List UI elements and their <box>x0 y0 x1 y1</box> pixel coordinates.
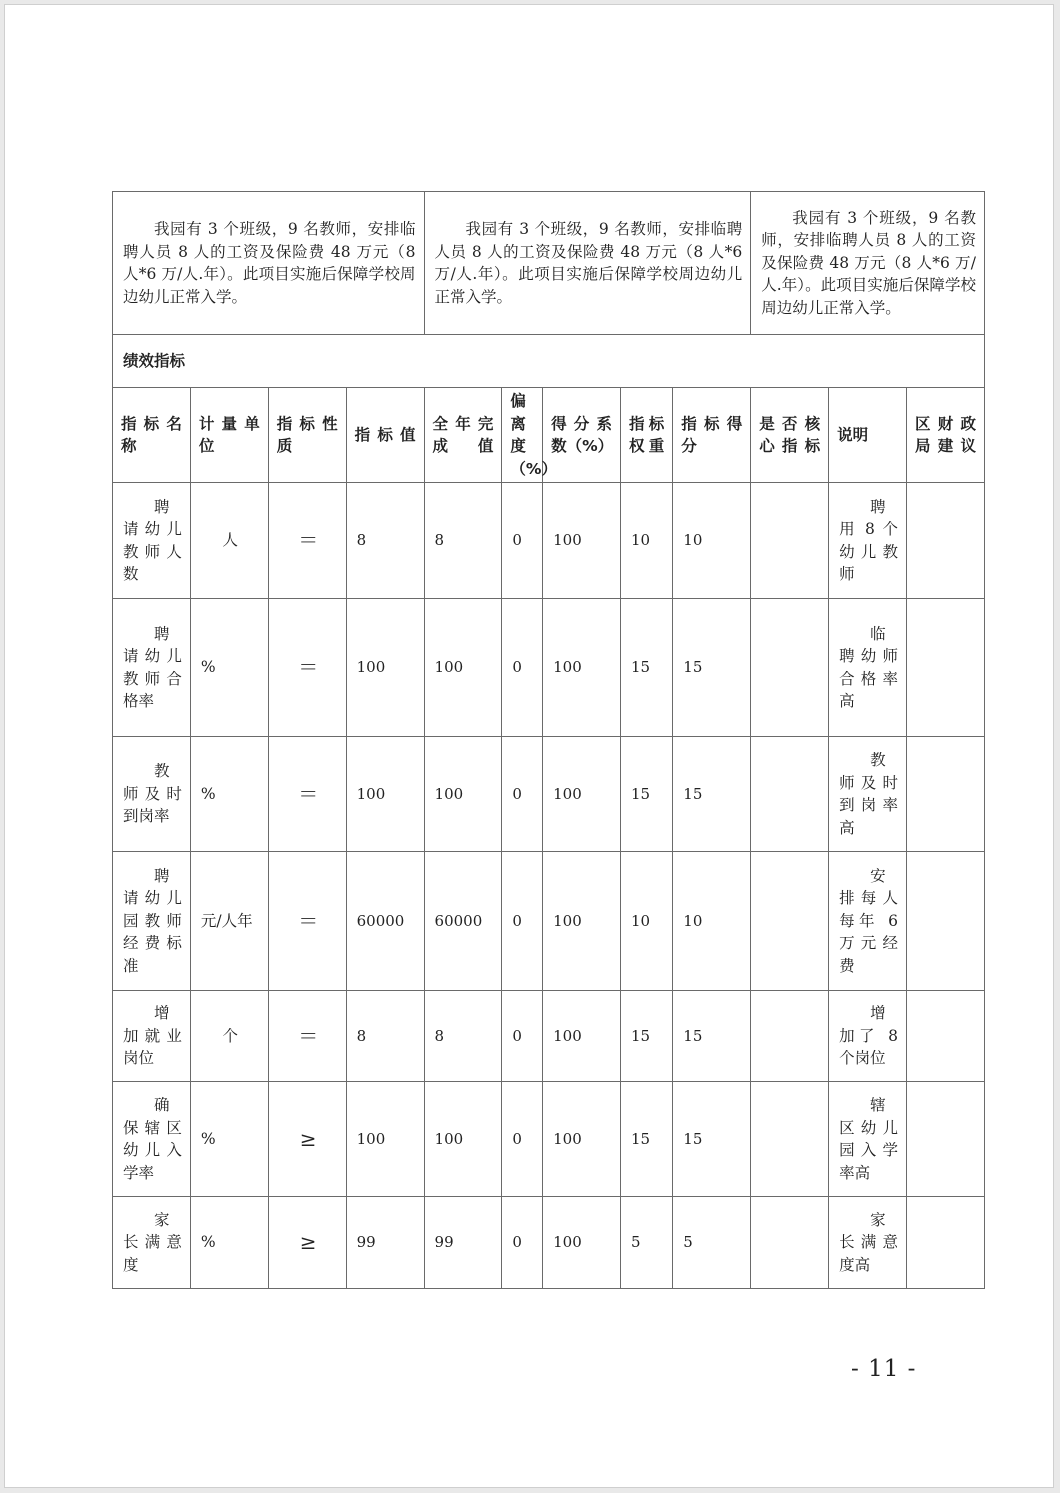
header-score-coefficient: 得分系数（%） <box>543 388 621 483</box>
cell-indicator-name: 聘请幼儿教师合格率 <box>113 599 191 737</box>
cell-unit: 个 <box>190 991 268 1082</box>
cell-score: 15 <box>673 1082 751 1197</box>
cell-note: 辖区幼儿园入学率高 <box>829 1082 907 1197</box>
cell-weight: 15 <box>620 991 672 1082</box>
cell-deviation: 0 <box>502 852 543 991</box>
cell-deviation: 0 <box>502 991 543 1082</box>
cell-target-value: 100 <box>346 737 424 852</box>
table-row <box>113 599 985 737</box>
cell-score: 15 <box>673 737 751 852</box>
header-nature: 指标性质 <box>268 388 346 483</box>
cell-indicator-name: 聘请幼儿园教师经费标准 <box>113 852 191 991</box>
page-number: - 11 - <box>851 1356 917 1382</box>
cell-unit: % <box>190 1082 268 1197</box>
cell-actual-value: 8 <box>424 483 502 599</box>
cell-indicator-name: 确保辖区幼儿入学率 <box>113 1082 191 1197</box>
table-header-row <box>113 388 985 483</box>
cell-core-indicator <box>751 483 829 599</box>
cell-actual-value: 99 <box>424 1197 502 1289</box>
cell-actual-value: 100 <box>424 737 502 852</box>
cell-score: 10 <box>673 852 751 991</box>
cell-bureau-advice <box>906 852 984 991</box>
cell-actual-value: 100 <box>424 1082 502 1197</box>
cell-note: 家长满意度高 <box>829 1197 907 1289</box>
cell-deviation: 0 <box>502 1197 543 1289</box>
cell-bureau-advice <box>906 599 984 737</box>
cell-nature: ＝ <box>268 991 346 1082</box>
cell-nature: ＝ <box>268 852 346 991</box>
header-target-value: 指标值 <box>346 388 424 483</box>
cell-bureau-advice <box>906 1082 984 1197</box>
cell-actual-value: 60000 <box>424 852 502 991</box>
cell-core-indicator <box>751 852 829 991</box>
cell-core-indicator <box>751 991 829 1082</box>
cell-bureau-advice <box>906 483 984 599</box>
cell-weight: 15 <box>620 1082 672 1197</box>
cell-indicator-name: 教师及时到岗率 <box>113 737 191 852</box>
cell-unit: % <box>190 599 268 737</box>
table-body <box>113 483 985 1289</box>
header-indicator-name: 指标名称 <box>113 388 191 483</box>
cell-core-indicator <box>751 737 829 852</box>
cell-score-coefficient: 100 <box>543 1082 621 1197</box>
cell-core-indicator <box>751 1082 829 1197</box>
cell-indicator-name: 聘请幼儿教师人数 <box>113 483 191 599</box>
cell-nature: ＝ <box>268 737 346 852</box>
cell-unit: % <box>190 1197 268 1289</box>
cell-actual-value: 100 <box>424 599 502 737</box>
cell-note: 聘用 8 个幼儿教师 <box>829 483 907 599</box>
cell-actual-value: 8 <box>424 991 502 1082</box>
cell-core-indicator <box>751 599 829 737</box>
cell-deviation: 0 <box>502 483 543 599</box>
cell-target-value: 100 <box>346 599 424 737</box>
table-row <box>113 1082 985 1197</box>
cell-bureau-advice <box>906 737 984 852</box>
cell-weight: 10 <box>620 852 672 991</box>
table-row <box>113 852 985 991</box>
cell-target-value: 8 <box>346 483 424 599</box>
cell-nature: ＝ <box>268 599 346 737</box>
cell-target-value: 8 <box>346 991 424 1082</box>
cell-score-coefficient: 100 <box>543 599 621 737</box>
table-row <box>113 483 985 599</box>
project-description-cell: 我园有 3 个班级，9 名教师，安排临聘人员 8 人的工资及保险费 48 万元（8 人*6 万/人.年）。此项目实施后保障学校周边幼儿正常入学。 <box>751 192 985 335</box>
table-row <box>113 991 985 1082</box>
cell-note: 教师及时到岗率高 <box>829 737 907 852</box>
table-row <box>113 737 985 852</box>
cell-bureau-advice <box>906 1197 984 1289</box>
project-description-row <box>113 192 985 335</box>
cell-deviation: 0 <box>502 1082 543 1197</box>
cell-nature: ≥ <box>268 1197 346 1289</box>
cell-note: 增加了 8 个岗位 <box>829 991 907 1082</box>
project-description-cell: 我园有 3 个班级，9 名教师，安排临聘人员 8 人的工资及保险费 48 万元（8 人*6 万/人.年）。此项目实施后保障学校周边幼儿正常入学。 <box>424 192 751 335</box>
cell-note: 安排每人每年 6 万元经费 <box>829 852 907 991</box>
cell-nature: ＝ <box>268 483 346 599</box>
cell-score-coefficient: 100 <box>543 991 621 1082</box>
cell-unit: 元/人年 <box>190 852 268 991</box>
cell-weight: 15 <box>620 737 672 852</box>
cell-weight: 15 <box>620 599 672 737</box>
table-row <box>113 1197 985 1289</box>
header-actual-value: 全年完成值 <box>424 388 502 483</box>
cell-score-coefficient: 100 <box>543 737 621 852</box>
cell-core-indicator <box>751 1197 829 1289</box>
cell-target-value: 100 <box>346 1082 424 1197</box>
header-weight: 指标权重 <box>620 388 672 483</box>
cell-bureau-advice <box>906 991 984 1082</box>
cell-score: 15 <box>673 991 751 1082</box>
cell-target-value: 60000 <box>346 852 424 991</box>
cell-weight: 5 <box>620 1197 672 1289</box>
cell-deviation: 0 <box>502 737 543 852</box>
section-title: 绩效指标 <box>113 335 985 388</box>
header-core-indicator: 是否核心指标 <box>751 388 829 483</box>
cell-target-value: 99 <box>346 1197 424 1289</box>
performance-table <box>112 191 985 1289</box>
cell-weight: 10 <box>620 483 672 599</box>
project-description-cell: 我园有 3 个班级，9 名教师，安排临聘人员 8 人的工资及保险费 48 万元（8 人*6 万/人.年）。此项目实施后保障学校周边幼儿正常入学。 <box>113 192 425 335</box>
cell-nature: ≥ <box>268 1082 346 1197</box>
header-score: 指标得分 <box>673 388 751 483</box>
header-bureau-advice: 区财政局建议 <box>906 388 984 483</box>
cell-score: 10 <box>673 483 751 599</box>
cell-deviation: 0 <box>502 599 543 737</box>
cell-indicator-name: 增加就业岗位 <box>113 991 191 1082</box>
document-page <box>4 4 1054 1488</box>
cell-score-coefficient: 100 <box>543 483 621 599</box>
header-unit: 计量单位 <box>190 388 268 483</box>
cell-score-coefficient: 100 <box>543 852 621 991</box>
cell-unit: % <box>190 737 268 852</box>
cell-unit: 人 <box>190 483 268 599</box>
cell-score: 15 <box>673 599 751 737</box>
cell-score: 5 <box>673 1197 751 1289</box>
header-note: 说明 <box>829 388 907 483</box>
cell-indicator-name: 家长满意度 <box>113 1197 191 1289</box>
header-deviation: 偏离度（%） <box>502 388 543 483</box>
cell-score-coefficient: 100 <box>543 1197 621 1289</box>
section-row <box>113 335 985 388</box>
cell-note: 临聘幼师合格率高 <box>829 599 907 737</box>
